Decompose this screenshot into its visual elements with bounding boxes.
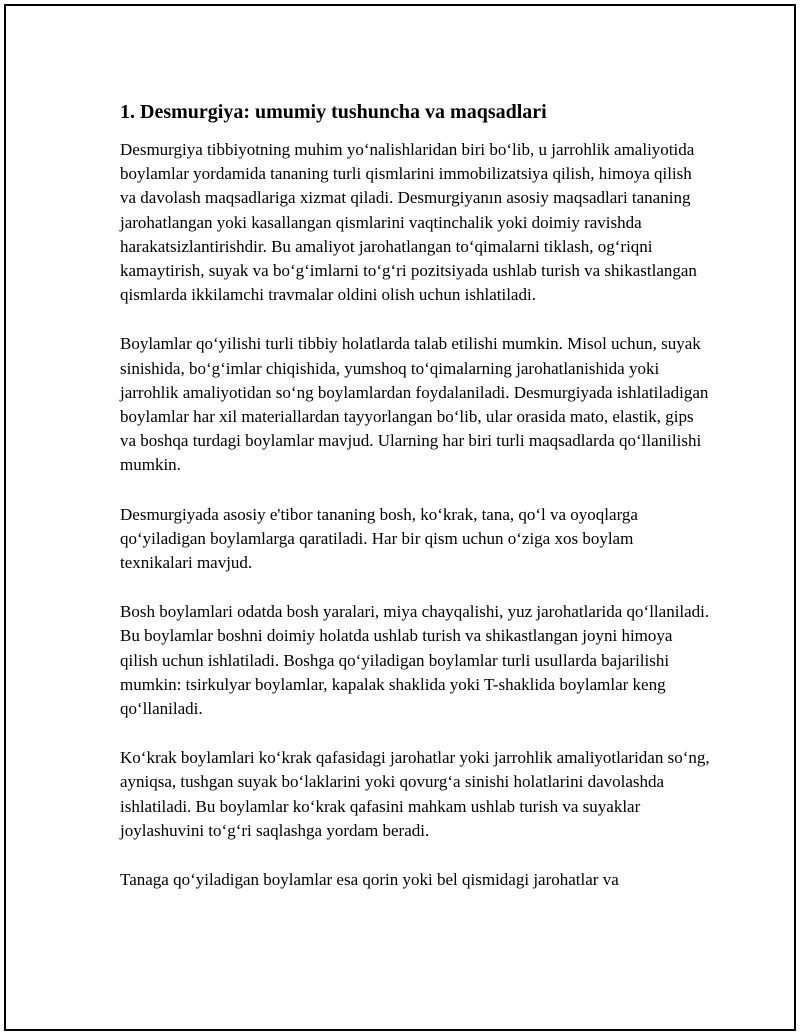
paragraph-6: Tanaga qo‘yiladigan boylamlar esa qorin yoki bel qismidagi jarohatlar va bbox=[120, 870, 619, 890]
paragraph-4: Bosh boylamlari odatda bosh yaralari, miya chayqalishi, yuz jarohatlarida qo‘llaniladi. Bu boylamlar boshni doimiy holatda ushlab turish va shikastlangan joyni himoya qilish uchun ishlatiladi. Boshga qo‘yiladigan boylamlar turli usullarda bajarilishi mumkin: tsirkulyar boylamlar, kapalak shaklida yoki T-shaklida boylamlar keng qo‘llaniladi. bbox=[120, 602, 710, 719]
page-border bbox=[4, 4, 796, 1031]
section-heading: 1. Desmurgiya: umumiy tushuncha va maqsadlari bbox=[120, 101, 547, 123]
paragraph-1: Desmurgiya tibbiyotning muhim yo‘nalishlaridan biri bo‘lib, u jarrohlik amaliyotida boylamlar yordamida tananing turli qismlarini immobilizatsiya qilish, himoya qilish va davolash maqsadlariga xizmat qiladi. Desmurgiyanın asosiy maqsadlari tananing jarohatlangan yoki kasallangan qismlarini vaqtinchalik yoki doimiy ravishda harakatsizlantirishdir. Bu amaliyot jarohatlangan to‘qimalarni tiklash, og‘riqni kamaytirish, suyak va bo‘g‘imlarni to‘g‘ri pozitsiyada ushlab turish va shikastlangan qismlarda ikkilamchi travmalar oldini olish uchun ishlatiladi. bbox=[120, 140, 697, 305]
paragraph-5: Ko‘krak boylamlari ko‘krak qafasidagi jarohatlar yoki jarrohlik amaliyotlaridan so‘ng, ayniqsa, tushgan suyak bo‘laklarini yoki qovurg‘a sinishi holatlarini davolashda ishlatiladi. Bu boylamlar ko‘krak qafasini mahkam ushlab turish va suyaklar joylashuvini to‘g‘ri saqlashga yordam beradi. bbox=[120, 748, 710, 840]
paragraph-3: Desmurgiyada asosiy e'tibor tananing bosh, ko‘krak, tana, qo‘l va oyoqlarga qo‘yiladigan boylamlarga qaratiladi. Har bir qism uchun o‘ziga xos boylam texnikalari mavjud. bbox=[120, 504, 638, 573]
document-body bbox=[120, 98, 710, 917]
paragraph-2: Boylamlar qo‘yilishi turli tibbiy holatlarda talab etilishi mumkin. Misol uchun, suyak sinishida, bo‘g‘imlar chiqishida, yumshoq to‘qimalarning jarohatlanishida yoki jarrohlik amaliyotidan so‘ng boylamlardan foydalaniladi. Desmurgiyada ishlatiladigan boylamlar har xil materiallardan tayyorlangan bo‘lib, ular orasida mato, elastik, gips va boshqa turdagi boylamlar mavjud. Ularning har biri turli maqsadlarda qo‘llanilishi mumkin. bbox=[120, 334, 709, 475]
